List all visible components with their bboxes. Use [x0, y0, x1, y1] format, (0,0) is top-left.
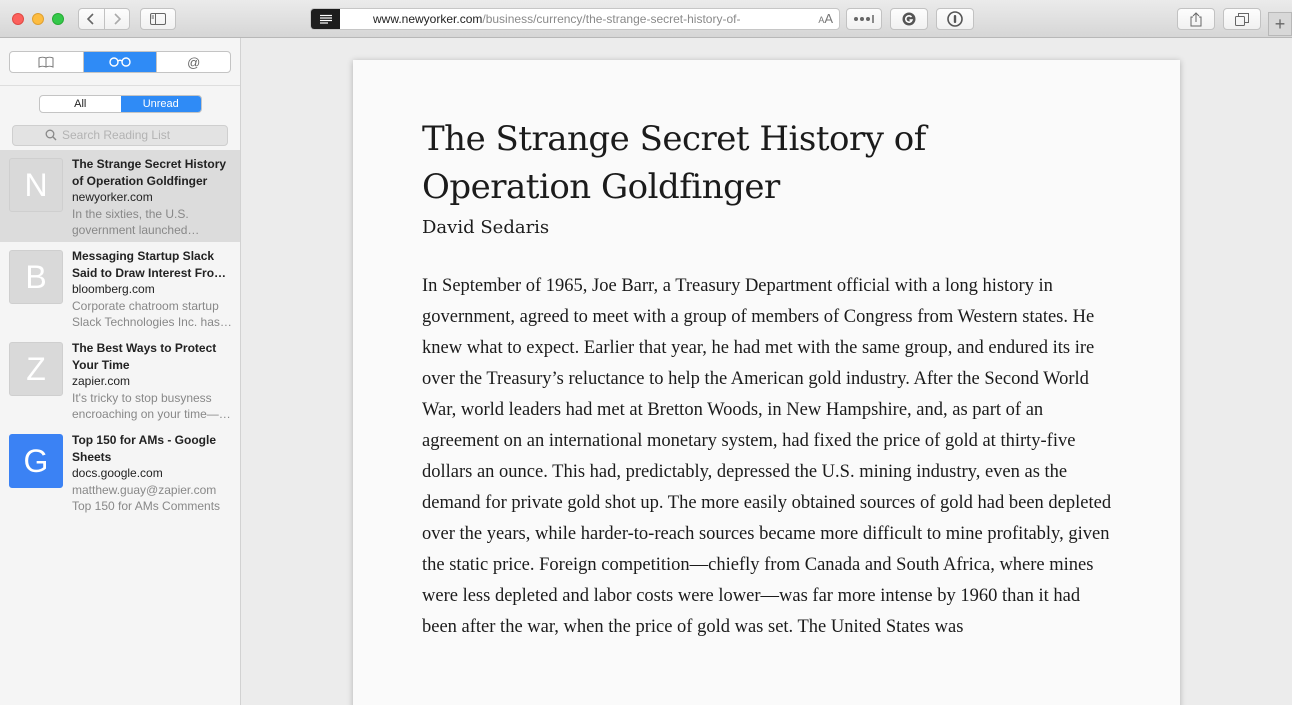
item-thumbnail: N	[9, 158, 63, 212]
text-size-small-label: A	[818, 15, 825, 25]
article-body: In September of 1965, Joe Barr, a Treasury Department official with a long history in government, agreed to meet with a group of members of Congress from Western states. He knew what to expect. Earlier that year, he had met with the same group, and endured its ire over the Treasury’s reluctance to help the American gold industry. After the Second World War, world leaders had met at Bretton Woods, in New Hampshire, and, as part of an agreement on an international monetary system, had fixed the price of gold at thirty-five dollars an ounce. This had, predictably, depressed the U.S. mining industry, even as the demand for private gold shot up. The more easily obtained sources of gold had been depleted over the years, while harder-to-reach sources became more difficult to mine profitably, given the static price. Foreign competition—chiefly from Canada and South Africa, where mines were less depleted and labor costs were lower—was far more intense by 1960 than it had been after the war, when the price of gold was set. The United States was	[422, 276, 1112, 637]
grammarly-icon	[902, 12, 916, 26]
new-tab-button[interactable]	[1268, 12, 1292, 36]
filter-all-button[interactable]: All	[74, 98, 87, 110]
share-icon	[1190, 12, 1202, 27]
item-domain: bloomberg.com	[72, 282, 155, 296]
item-domain: newyorker.com	[72, 190, 153, 204]
book-icon	[38, 56, 54, 68]
text-size-button[interactable]	[818, 11, 833, 26]
search-input[interactable]	[62, 128, 222, 142]
filter-unread-button[interactable]: Unread	[121, 96, 202, 112]
tab-shared-links[interactable]	[156, 52, 230, 72]
reader-content	[241, 38, 1292, 705]
password-key-icon	[947, 11, 963, 27]
url-text[interactable]	[373, 12, 783, 26]
toolbar	[0, 0, 1292, 38]
tab-bookmarks[interactable]	[10, 52, 83, 72]
plus-icon: +	[1274, 13, 1286, 34]
item-thumbnail: Z	[9, 342, 63, 396]
back-button[interactable]	[79, 9, 104, 29]
text-size-large-label: A	[824, 11, 833, 26]
reading-list-sidebar	[0, 38, 241, 705]
reader-page	[353, 60, 1180, 705]
item-title: The Strange Secret History of Operation Goldfinger	[72, 157, 227, 188]
reader-icon	[319, 14, 333, 24]
password-manager-button[interactable]	[936, 8, 974, 30]
item-description: In the sixties, the U.S. government launched	[72, 206, 189, 237]
minimize-window-button[interactable]	[32, 13, 44, 25]
reading-list-item[interactable]	[0, 334, 240, 426]
item-title: Top 150 for AMs - Google Sheets	[72, 433, 217, 464]
search-reading-list[interactable]	[12, 125, 228, 146]
divider	[0, 85, 240, 86]
item-author: matthew.guay@zapier.com	[72, 482, 217, 497]
close-window-button[interactable]	[12, 13, 24, 25]
chevron-right-icon	[113, 13, 121, 25]
article	[422, 115, 1122, 643]
more-button[interactable]	[846, 8, 882, 30]
item-thumbnail: B	[9, 250, 63, 304]
reader-view-button[interactable]	[311, 9, 340, 29]
item-title: The Best Ways to Protect Your Time	[72, 341, 217, 372]
glasses-icon	[108, 57, 132, 67]
reading-list-item[interactable]	[0, 150, 240, 242]
tabs-icon	[1235, 13, 1249, 26]
chevron-left-icon	[87, 13, 95, 25]
article-title: The Strange Secret History of Operation Goldfinger	[422, 119, 926, 207]
ellipsis-icon	[853, 15, 875, 23]
reading-list-filter	[39, 95, 202, 113]
share-button[interactable]	[1177, 8, 1215, 30]
item-domain: docs.google.com	[72, 466, 163, 480]
reading-list-item[interactable]	[0, 242, 240, 334]
item-description: Top 150 for AMs Comments	[72, 499, 221, 513]
sidebar-tabs	[9, 51, 231, 73]
item-domain: zapier.com	[72, 374, 131, 388]
url-path: /business/currency/the-strange-secret-history-of-	[482, 12, 741, 26]
url-domain: www.newyorker.com	[373, 12, 483, 26]
item-title: Messaging Startup Slack Said to Draw Interest From	[72, 249, 225, 280]
address-bar[interactable]	[310, 8, 840, 30]
item-thumbnail: G	[9, 434, 63, 488]
tabs-overview-button[interactable]	[1223, 8, 1261, 30]
item-description: Corporate chatroom startup Slack Technologies Inc. has	[72, 298, 220, 329]
navigation-buttons	[78, 8, 130, 30]
grammarly-button[interactable]	[890, 8, 928, 30]
sidebar-icon	[150, 13, 166, 25]
at-icon: @	[187, 54, 201, 70]
search-icon	[45, 129, 57, 141]
sidebar-toggle-button[interactable]	[140, 8, 176, 30]
item-description: It's tricky to stop busyness encroaching on your time—	[72, 390, 219, 421]
fullscreen-window-button[interactable]	[52, 13, 64, 25]
reading-list-item[interactable]	[0, 426, 240, 518]
tab-reading-list[interactable]	[83, 52, 157, 72]
article-byline: David Sedaris	[422, 217, 550, 238]
forward-button[interactable]	[104, 9, 130, 29]
